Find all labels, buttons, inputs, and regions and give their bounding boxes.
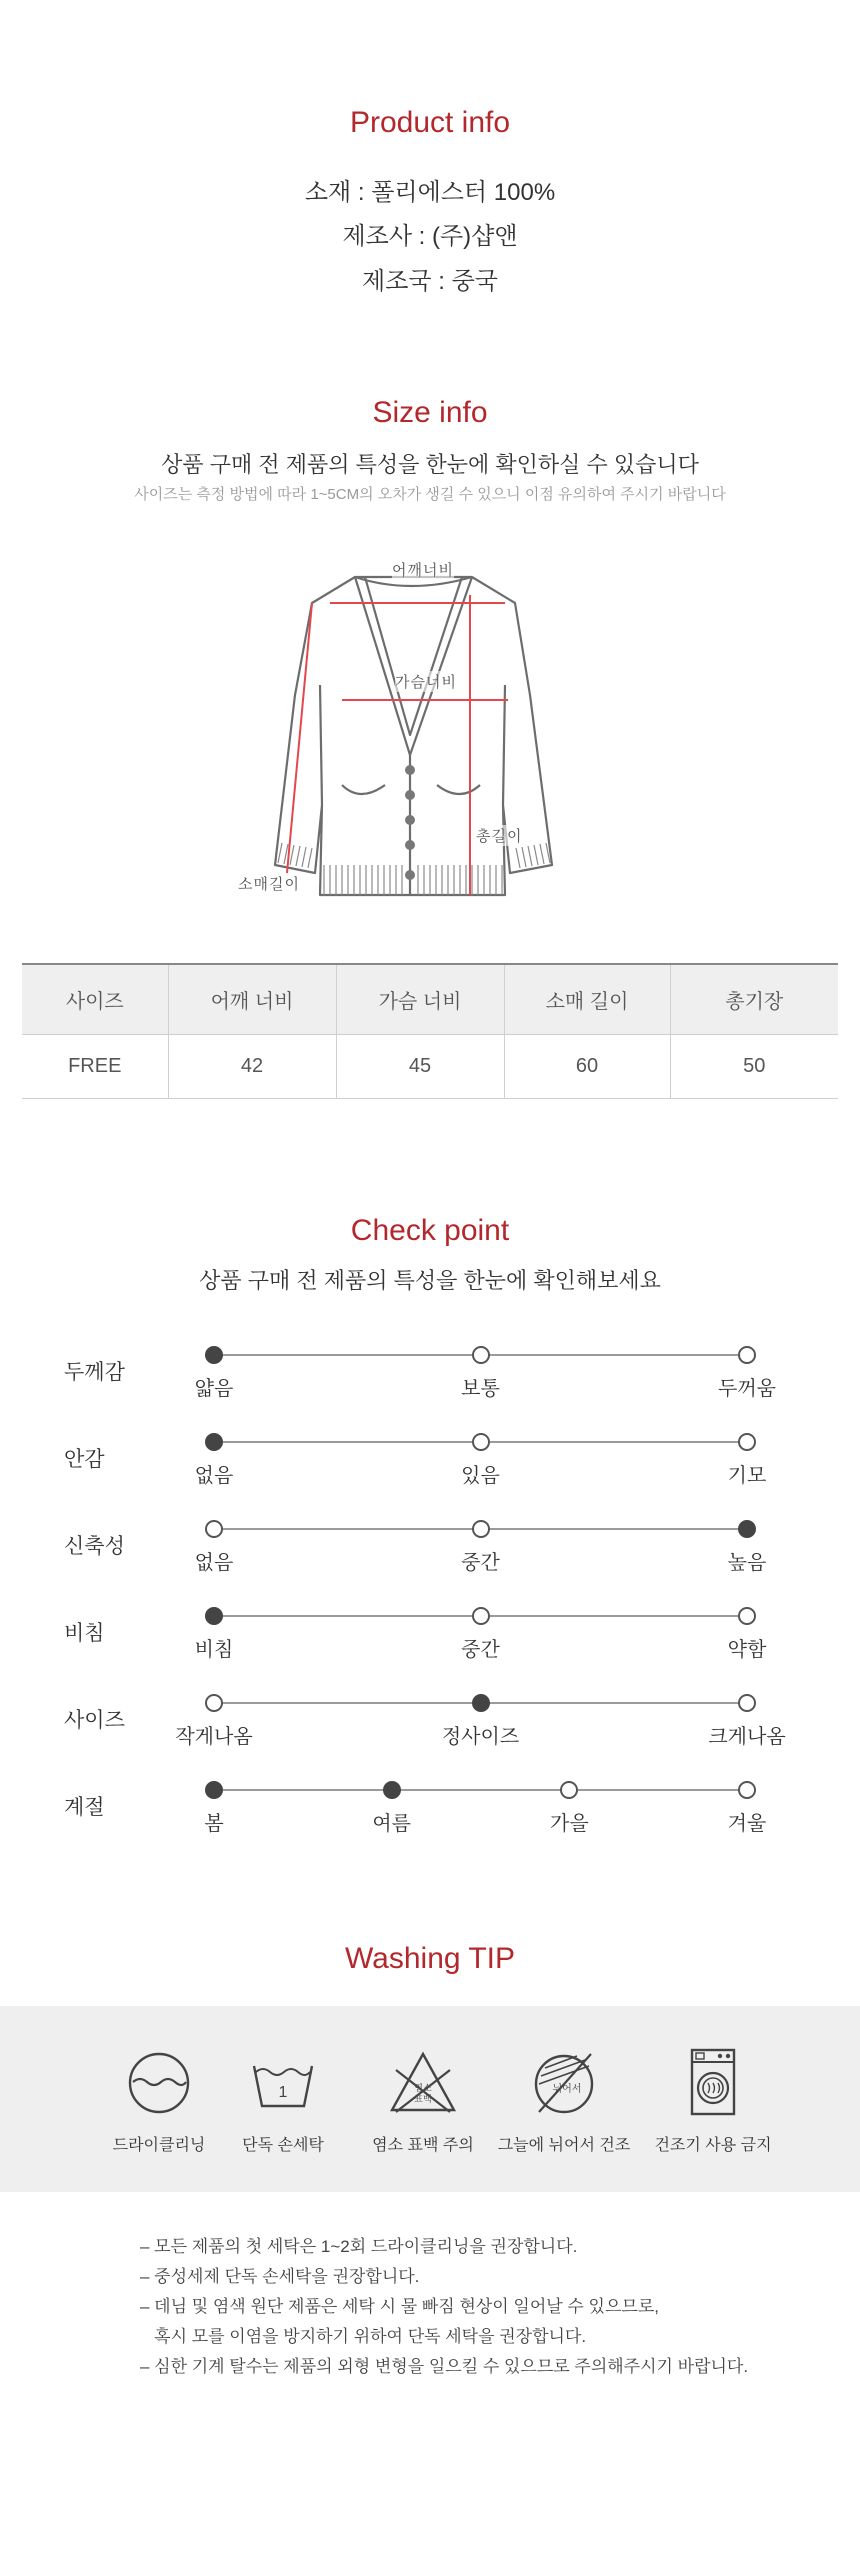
check-point-dot bbox=[472, 1607, 490, 1625]
sleeve-length-label: 소매길이 bbox=[238, 873, 300, 894]
cell-length: 50 bbox=[670, 1034, 838, 1098]
cell-sleeve: 60 bbox=[504, 1034, 670, 1098]
check-point-option: 정사이즈 bbox=[441, 1726, 520, 1748]
washing-note: 혹시 모를 이염을 방지하기 위하여 단독 세탁을 권장합니다. bbox=[140, 2327, 587, 2346]
check-point-dot bbox=[738, 1781, 756, 1799]
wash-label-no-bleach: 염소 표백 주의 bbox=[372, 2137, 474, 2154]
washing-tip-title: Washing TIP bbox=[344, 1942, 516, 1975]
check-point-track bbox=[214, 1789, 747, 1791]
wash-item-hand-wash bbox=[208, 2048, 358, 2155]
check-point-option: 있음 bbox=[461, 1465, 500, 1487]
washing-note: – 중성세제 단독 손세탁을 권장합니다. bbox=[140, 2267, 420, 2286]
wash-label-shade-dry: 그늘에 뉘어서 건조 bbox=[497, 2137, 631, 2154]
header-length: 총기장 bbox=[670, 964, 838, 1034]
cell-chest: 45 bbox=[336, 1034, 504, 1098]
chest-width-label: 가슴너비 bbox=[395, 671, 457, 692]
check-point-option: 없음 bbox=[194, 1552, 234, 1574]
check-point-dot bbox=[738, 1607, 756, 1625]
wash-label-hand-wash: 단독 손세탁 bbox=[242, 2137, 324, 2154]
cell-shoulder: 42 bbox=[168, 1034, 336, 1098]
header-chest: 가슴 너비 bbox=[336, 964, 504, 1034]
dry-clean-icon bbox=[124, 2048, 194, 2118]
size-table-header bbox=[22, 964, 838, 1034]
check-point-option: 얇음 bbox=[194, 1378, 234, 1400]
no-bleach-mark-bottom: 표백 bbox=[414, 2095, 432, 2105]
check-point-dot bbox=[738, 1346, 756, 1364]
no-dryer-icon bbox=[678, 2048, 748, 2118]
check-point-option: 가을 bbox=[550, 1813, 589, 1835]
check-point-subtitle: 상품 구매 전 제품의 특성을 한눈에 확인해보세요 bbox=[199, 1268, 661, 1293]
check-point-row bbox=[0, 1704, 860, 1764]
check-point-dot bbox=[738, 1433, 756, 1451]
shoulder-width-label: 어깨너비 bbox=[392, 559, 454, 580]
check-point-option: 작게나옴 bbox=[175, 1726, 253, 1748]
washing-notes bbox=[140, 2232, 748, 2382]
table-row bbox=[22, 1034, 838, 1098]
check-point-dot bbox=[205, 1433, 223, 1451]
check-point-option: 기모 bbox=[727, 1465, 767, 1487]
check-point-row bbox=[0, 1617, 860, 1677]
wash-label-no-dryer: 건조기 사용 금지 bbox=[654, 2137, 772, 2154]
check-point-dot bbox=[205, 1346, 223, 1364]
wash-item-shade-dry bbox=[489, 2048, 639, 2155]
check-point-dot bbox=[205, 1607, 223, 1625]
size-info-title: Size info bbox=[372, 396, 488, 429]
check-point-row bbox=[0, 1356, 860, 1416]
check-point-title: Check point bbox=[350, 1214, 510, 1247]
check-point-dot bbox=[383, 1781, 401, 1799]
check-point-label: 안감 bbox=[64, 1448, 105, 1471]
shade-dry-mark: 뉘어서 bbox=[552, 2084, 582, 2095]
check-point-option: 보통 bbox=[461, 1378, 500, 1400]
check-point-dot bbox=[560, 1781, 578, 1799]
check-point-dot bbox=[205, 1781, 223, 1799]
total-length-label: 총길이 bbox=[476, 825, 522, 846]
check-point-option: 비침 bbox=[194, 1639, 234, 1661]
washing-note: – 모든 제품의 첫 세탁은 1~2회 드라이클리닝을 권장합니다. bbox=[140, 2237, 578, 2256]
check-point-option: 봄 bbox=[204, 1813, 224, 1835]
shade-dry-icon bbox=[529, 2048, 599, 2118]
check-point-row bbox=[0, 1443, 860, 1503]
check-point-option: 여름 bbox=[372, 1813, 411, 1835]
hand-wash-mark: 1 bbox=[278, 2084, 288, 2101]
product-info-title: Product info bbox=[349, 106, 511, 139]
wash-item-no-dryer bbox=[638, 2048, 788, 2155]
hand-wash-icon bbox=[248, 2048, 318, 2118]
check-point-dot bbox=[472, 1694, 490, 1712]
header-sleeve: 소매 길이 bbox=[504, 964, 670, 1034]
washing-note: – 심한 기계 탈수는 제품의 외형 변형을 일으킬 수 있으므로 주의해주시기 바랍니다. bbox=[140, 2357, 749, 2376]
check-point-label: 사이즈 bbox=[64, 1709, 125, 1732]
header-shoulder: 어깨 너비 bbox=[168, 964, 336, 1034]
check-point-dot bbox=[472, 1520, 490, 1538]
header-size: 사이즈 bbox=[22, 964, 168, 1034]
washing-icons-band bbox=[0, 2006, 860, 2192]
check-point-label: 신축성 bbox=[64, 1535, 125, 1558]
check-point-option: 없음 bbox=[194, 1465, 234, 1487]
check-point-option: 중간 bbox=[461, 1639, 500, 1661]
wash-item-no-bleach bbox=[348, 2048, 498, 2155]
no-bleach-icon bbox=[388, 2048, 458, 2118]
size-info-note: 사이즈는 측정 방법에 따라 1~5CM의 오차가 생길 수 있으니 이점 유의하여 주시기 바랍니다 bbox=[134, 486, 726, 503]
check-point-dot bbox=[738, 1520, 756, 1538]
cardigan-outline bbox=[260, 555, 600, 910]
check-point-dot bbox=[205, 1520, 223, 1538]
check-point-row bbox=[0, 1791, 860, 1851]
size-info-subtitle: 상품 구매 전 제품의 특성을 한눈에 확인하실 수 있습니다 bbox=[161, 452, 699, 477]
manufacturer-line: 제조사 : (주)샵앤 bbox=[342, 223, 518, 250]
check-point-dot bbox=[472, 1346, 490, 1364]
material-line: 소재 : 폴리에스터 100% bbox=[304, 179, 556, 206]
check-point-label: 계절 bbox=[64, 1796, 105, 1819]
check-point-row bbox=[0, 1530, 860, 1590]
check-point-option: 높음 bbox=[727, 1552, 767, 1574]
check-point-dot bbox=[472, 1433, 490, 1451]
check-point-label: 두께감 bbox=[64, 1361, 125, 1384]
no-bleach-mark-top: 염소 bbox=[414, 2084, 432, 2094]
cell-size: FREE bbox=[22, 1034, 168, 1098]
check-point-dot bbox=[205, 1694, 223, 1712]
check-point-option: 중간 bbox=[461, 1552, 500, 1574]
cardigan-size-diagram bbox=[238, 555, 600, 910]
origin-line: 제조국 : 중국 bbox=[362, 268, 498, 295]
check-point-option: 약함 bbox=[727, 1639, 767, 1661]
check-point-dot bbox=[738, 1694, 756, 1712]
check-point-option: 겨울 bbox=[727, 1813, 767, 1835]
check-point-option: 크게나옴 bbox=[708, 1726, 786, 1748]
wash-label-dry-clean: 드라이클리닝 bbox=[112, 2137, 206, 2154]
check-point-label: 비침 bbox=[64, 1622, 105, 1645]
check-point-option: 두꺼움 bbox=[718, 1378, 776, 1400]
size-table bbox=[22, 963, 838, 1099]
washing-note: – 데님 및 염색 원단 제품은 세탁 시 물 빠짐 현상이 일어날 수 있으므로, bbox=[140, 2297, 659, 2316]
